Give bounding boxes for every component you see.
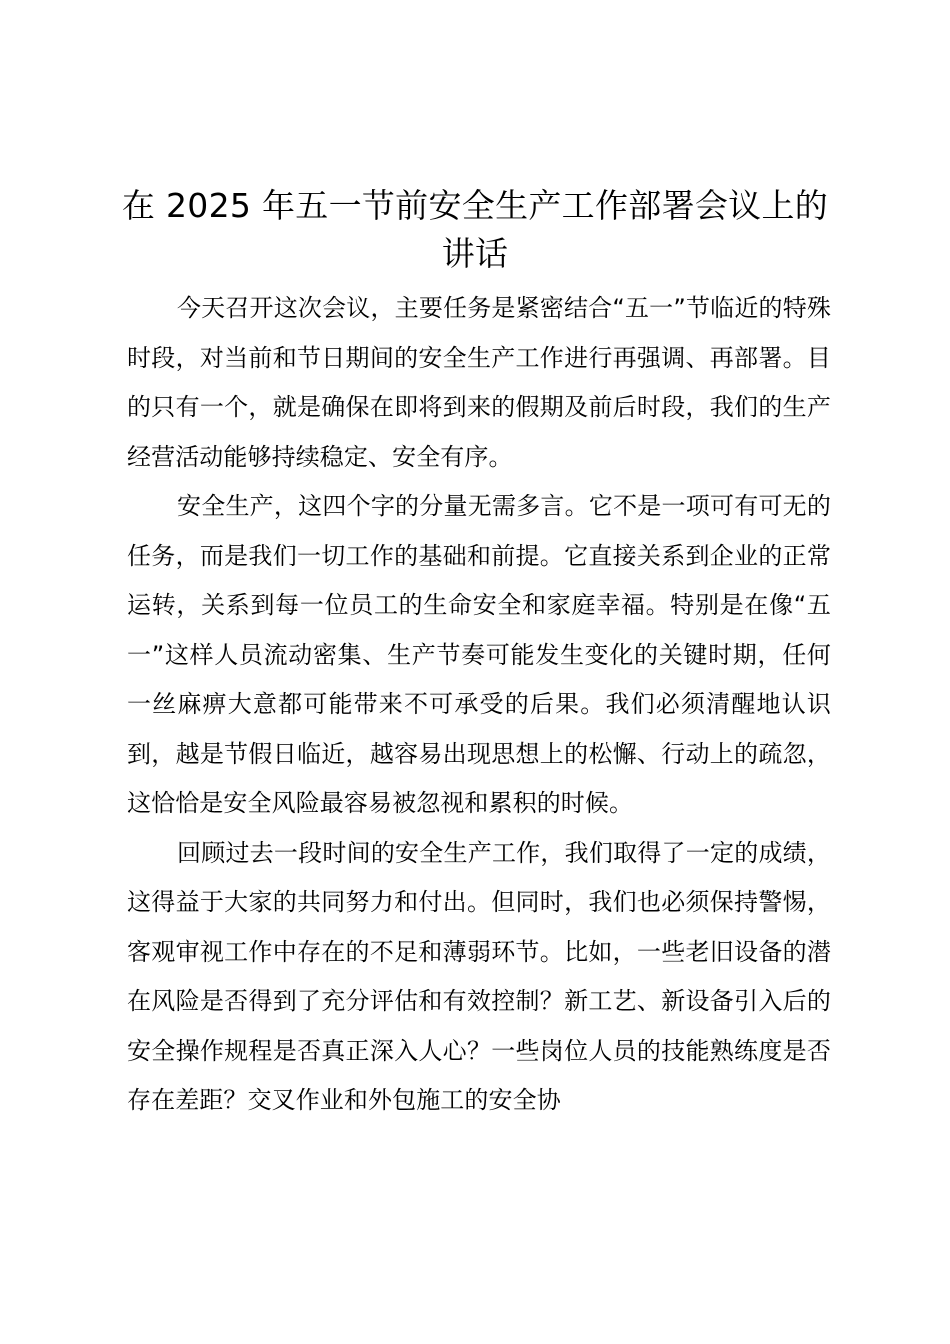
paragraph: 今天召开这次会议，主要任务是紧密结合“五一”节临近的特殊时段，对当前和节日期间的安全生产工作进行再强调、再部署。目的只有一个，就是确保在即将到来的假期及前后时段，我们的生产经营活动能够持续稳定、安全有序。: [127, 294, 831, 471]
document-body: [127, 284, 831, 1126]
document-title: 在 2025 年五一节前安全生产工作部署会议上的讲话: [121, 186, 829, 273]
paragraph: 安全生产，这四个字的分量无需多言。它不是一项可有可无的任务，而是我们一切工作的基础和前提。它直接关系到企业的正常运转，关系到每一位员工的生命安全和家庭幸福。特别是在像“五一”这样人员流动密集、生产节奏可能发生变化的关键时期，任何一丝麻痹大意都可能带来不可承受的后果。我们必须清醒地认识到，越是节假日临近，越容易出现思想上的松懈、行动上的疏忽，这恰恰是安全风险最容易被忽视和累积的时候。: [127, 492, 831, 817]
paragraph: 回顾过去一段时间的安全生产工作，我们取得了一定的成绩，这得益于大家的共同努力和付出。但同时，我们也必须保持警惕，客观审视工作中存在的不足和薄弱环节。比如，一些老旧设备的潜在风险是否得到了充分评估和有效控制？新工艺、新设备引入后的安全操作规程是否真正深入人心？一些岗位人员的技能熟练度是否存在差距？交叉作业和外包施工的安全协: [127, 838, 831, 1114]
